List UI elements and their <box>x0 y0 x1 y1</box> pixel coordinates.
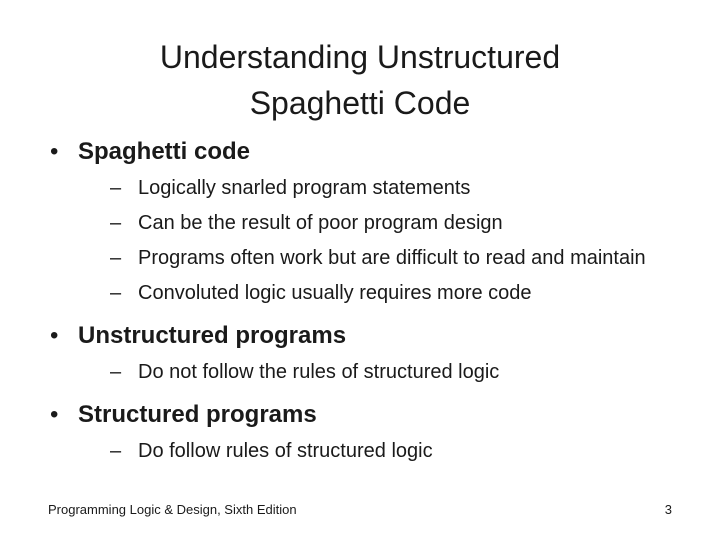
page-number: 3 <box>664 502 672 517</box>
bullet-spaghetti-code <box>48 136 688 306</box>
bullet-heading: Spaghetti code <box>78 138 251 165</box>
slide-title <box>60 34 660 126</box>
slide-title-line-2: Spaghetti Code <box>249 85 471 121</box>
sub-item: – Convoluted logic usually requires more code <box>78 280 658 306</box>
sub-item: – Do follow rules of structured logic <box>78 438 658 464</box>
bullet-unstructured-programs <box>48 320 688 385</box>
sub-item: – Can be the result of poor program design <box>78 210 658 236</box>
footer-book-title: Programming Logic & Design, Sixth Edition <box>48 502 297 517</box>
bullet-heading: Unstructured programs <box>78 322 347 349</box>
slide-title-line-1: Understanding Unstructured <box>159 39 561 75</box>
sub-item: – Logically snarled program statements <box>78 175 658 201</box>
sub-item: – Do not follow the rules of structured logic <box>78 359 658 385</box>
sub-list <box>78 359 688 385</box>
bullet-list <box>48 136 688 464</box>
sub-list <box>78 175 688 306</box>
bullet-heading: Structured programs <box>78 401 317 428</box>
bullet-structured-programs <box>48 399 688 464</box>
sub-item: – Programs often work but are difficult to read and maintain <box>78 245 658 271</box>
sub-list <box>78 438 688 464</box>
